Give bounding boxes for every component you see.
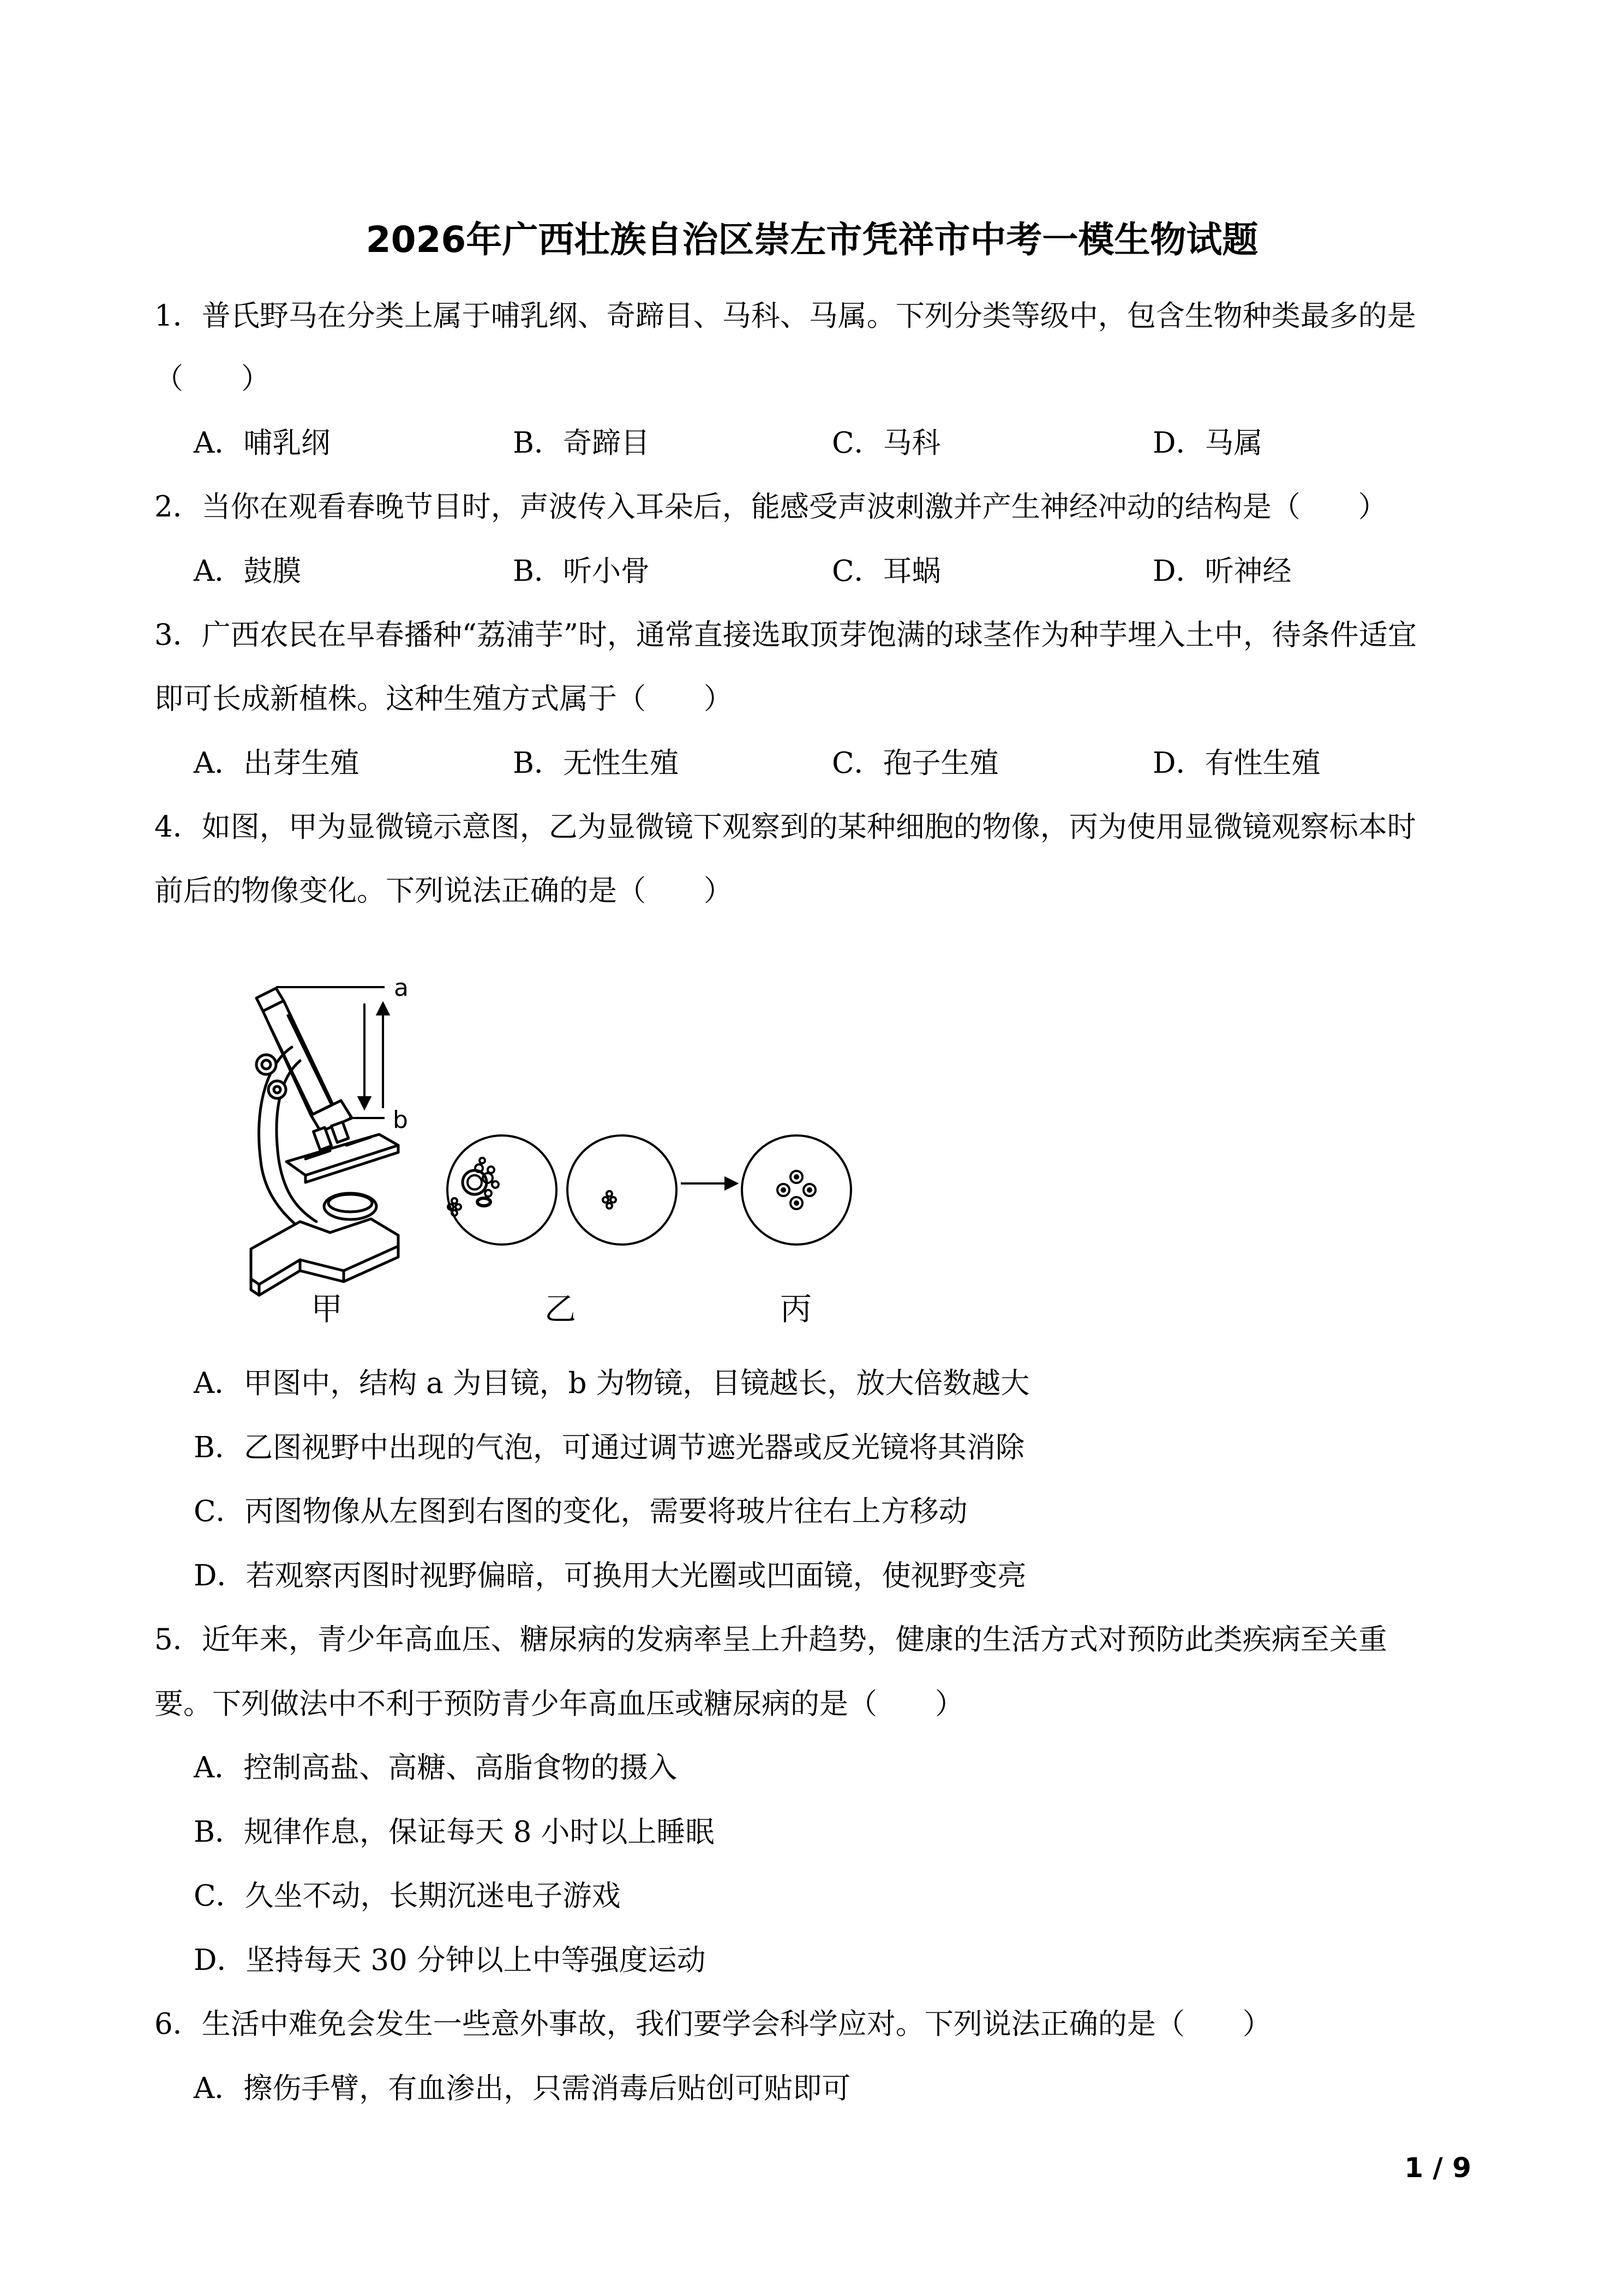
q2-option-b: B．听小骨: [513, 555, 650, 588]
q4-option-d: D．若观察丙图时视野偏暗，可换用大光圈或凹面镜，使视野变亮: [194, 1559, 1027, 1592]
q3-stem-line1: 3．广西农民在早春播种“荔浦芋”时，通常直接选取顶芽饱满的球茎作为种芋埋入土中，待条件适宜: [154, 618, 1417, 652]
q5-option-c: C．久坐不动，长期沉迷电子游戏: [194, 1879, 621, 1913]
q4-option-a: A．甲图中，结构 a 为目镜，b 为物镜，目镜越长，放大倍数越大: [194, 1367, 1030, 1400]
q4-stem-line2: 前后的物像变化。下列说法正确的是（ ）: [154, 874, 733, 907]
q5-stem-line1: 5．近年来，青少年高血压、糖尿病的发病率呈上升趋势，健康的生活方式对预防此类疾病至关重: [154, 1623, 1387, 1656]
q6-stem-line1: 6．生活中难免会发生一些意外事故，我们要学会科学应对。下列说法正确的是（ ）: [154, 2008, 1272, 2041]
q1-option-a: A．哺乳纲: [194, 426, 331, 460]
q4-option-c: C．丙图物像从左图到右图的变化，需要将玻片往右上方移动: [194, 1495, 968, 1528]
q4-stem-line1: 4．如图，甲为显微镜示意图，乙为显微镜下观察到的某种细胞的物像，丙为使用显微镜观察标本时: [154, 810, 1416, 844]
q2-option-c: C．耳蜗: [832, 555, 941, 588]
label-jia: 甲: [311, 1290, 343, 1327]
q1-option-b: B．奇蹄目: [513, 426, 650, 460]
q3-stem-line2: 即可长成新植株。这种生殖方式属于（ ）: [154, 682, 733, 716]
q2-option-a: A．鼓膜: [194, 555, 302, 588]
bing-field-after: [742, 1135, 851, 1245]
change-arrow: [681, 1178, 736, 1189]
microscope-figure: [235, 965, 933, 1325]
label-a: a: [394, 974, 409, 1002]
label-bing: 丙: [780, 1290, 812, 1327]
q3-option-d: D．有性生殖: [1153, 747, 1321, 780]
page-title: 2026年广西壮族自治区崇左市凭祥市中考一模生物试题: [365, 219, 1259, 261]
microscope-figure-svg: [235, 965, 933, 1325]
page-number: 1 / 9: [1404, 2152, 1471, 2184]
q1-stem-line1: 1．普氏野马在分类上属于哺乳纲、奇蹄目、马科、马属。下列分类等级中，包含生物种类最多的是: [154, 299, 1416, 333]
yi-field-of-view: [447, 1135, 556, 1245]
q1-stem-line2: （ ）: [154, 362, 270, 395]
q4-option-b: B．乙图视野中出现的气泡，可通过调节遮光器或反光镜将其消除: [194, 1431, 1024, 1464]
q6-option-a: A．擦伤手臂，有血渗出，只需消毒后贴创可贴即可: [194, 2072, 851, 2105]
q2-option-d: D．听神经: [1153, 555, 1292, 588]
focus-arrows: [359, 1003, 388, 1108]
q5-option-d: D．坚持每天 30 分钟以上中等强度运动: [194, 1944, 706, 1977]
q1-option-c: C．马科: [832, 426, 941, 460]
q2-stem-line1: 2．当你在观看春晚节目时，声波传入耳朵后，能感受声波刺激并产生神经冲动的结构是（ ）: [154, 490, 1387, 524]
label-yi: 乙: [544, 1290, 577, 1327]
microscope-drawing: [251, 988, 398, 1295]
bing-field-before: [567, 1135, 676, 1245]
q3-option-c: C．孢子生殖: [832, 747, 999, 780]
q5-option-b: B．规律作息，保证每天 8 小时以上睡眠: [194, 1816, 715, 1849]
q5-stem-line2: 要。下列做法中不利于预防青少年高血压或糖尿病的是（ ）: [154, 1687, 964, 1721]
q1-option-d: D．马属: [1153, 426, 1263, 460]
q3-option-a: A．出芽生殖: [194, 747, 359, 780]
label-b: b: [393, 1106, 408, 1134]
q5-option-a: A．控制高盐、高糖、高脂食物的摄入: [194, 1751, 678, 1784]
q3-option-b: B．无性生殖: [513, 747, 679, 780]
